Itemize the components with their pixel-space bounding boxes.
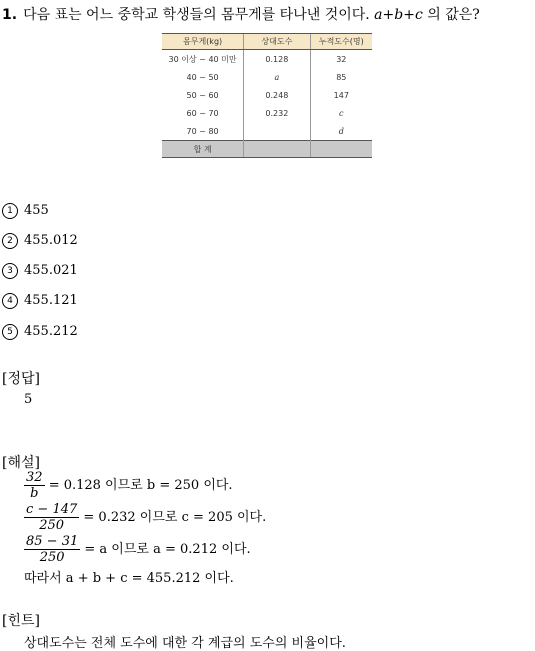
choice-mark: 5 [2,324,18,340]
explanation-line-2: $\frac{c - 147}{250}$ = 0.232 이므로 c = 205 이다. [26,502,267,533]
choice-text: 455.121 [24,293,78,308]
cumulative-cell: 147 [310,86,372,104]
relative-cell [244,122,310,141]
explanation-label: [해설] [2,455,40,471]
class-cell: 50 ~ 60 [186,90,219,100]
cumulative-cell: d [310,122,372,141]
relative-cell: 0.248 [244,86,310,104]
explanation-line-1: $\frac{32}{b}$ = 0.128 이므로 b = 250 이다. [26,470,233,501]
fraction: $\frac{85 - 31}{250}$ [26,534,79,565]
answer-label: [정답] [2,371,40,387]
choice-mark: 1 [2,203,18,219]
question-expression: a+b+c [374,7,423,23]
relative-cell: a [244,68,310,86]
hint-text: 상대도수는 전체 도수에 대한 각 계급의 도수의 비율이다. [24,636,346,651]
choice-text: 455 [24,203,49,218]
total-label: 합 계 [162,141,244,158]
cumulative-cell: 85 [310,68,372,86]
frequency-table [162,33,372,158]
cumulative-cell: 32 [310,50,372,69]
question-number: 1. [2,7,18,23]
question-suffix: 의 값은? [427,7,480,23]
class-cell: 70 ~ 80 [186,126,219,136]
choice-3[interactable] [2,263,78,279]
choice-mark: 3 [2,263,18,279]
class-cell: 60 ~ 70 [186,108,219,118]
choice-mark: 4 [2,293,18,309]
table-row [162,104,372,122]
choice-5[interactable] [2,324,78,340]
hint-label: [힌트] [2,613,40,629]
question [2,4,480,24]
choice-text: 455.012 [24,233,78,248]
choice-2[interactable] [2,233,78,249]
choice-text: 455.021 [24,263,78,278]
question-text: 다음 표는 어느 중학교 학생들의 몸무게를 타나낸 것이다. [23,7,370,23]
explanation-line-4: 따라서 a + b + c = 455.212 이다. [24,571,234,586]
answer-value: 5 [24,392,33,407]
choice-1[interactable] [2,203,49,219]
fraction: $\frac{32}{b}$ [26,470,43,501]
cumulative-cell: c [310,104,372,122]
fraction: $\frac{c - 147}{250}$ [26,502,78,533]
table-row [162,68,372,86]
header-cumulative: 누적도수(명) [310,34,372,50]
class-cell: 40 ~ 50 [186,72,219,82]
explanation-line-3: $\frac{85 - 31}{250}$ = a 이므로 a = 0.212 이다. [26,534,251,565]
relative-cell: 0.128 [244,50,310,69]
table-row [162,50,372,69]
choice-4[interactable] [2,293,78,309]
relative-cell: 0.232 [244,104,310,122]
header-weight: 몸무게(kg) [162,34,244,50]
header-relative: 상대도수 [244,34,310,50]
choice-text: 455.212 [24,324,78,339]
choice-mark: 2 [2,233,18,249]
class-cell: 30 이상 ~ 40 미만 [168,54,237,64]
table-row [162,86,372,104]
total-row [162,141,372,158]
table-row [162,122,372,141]
